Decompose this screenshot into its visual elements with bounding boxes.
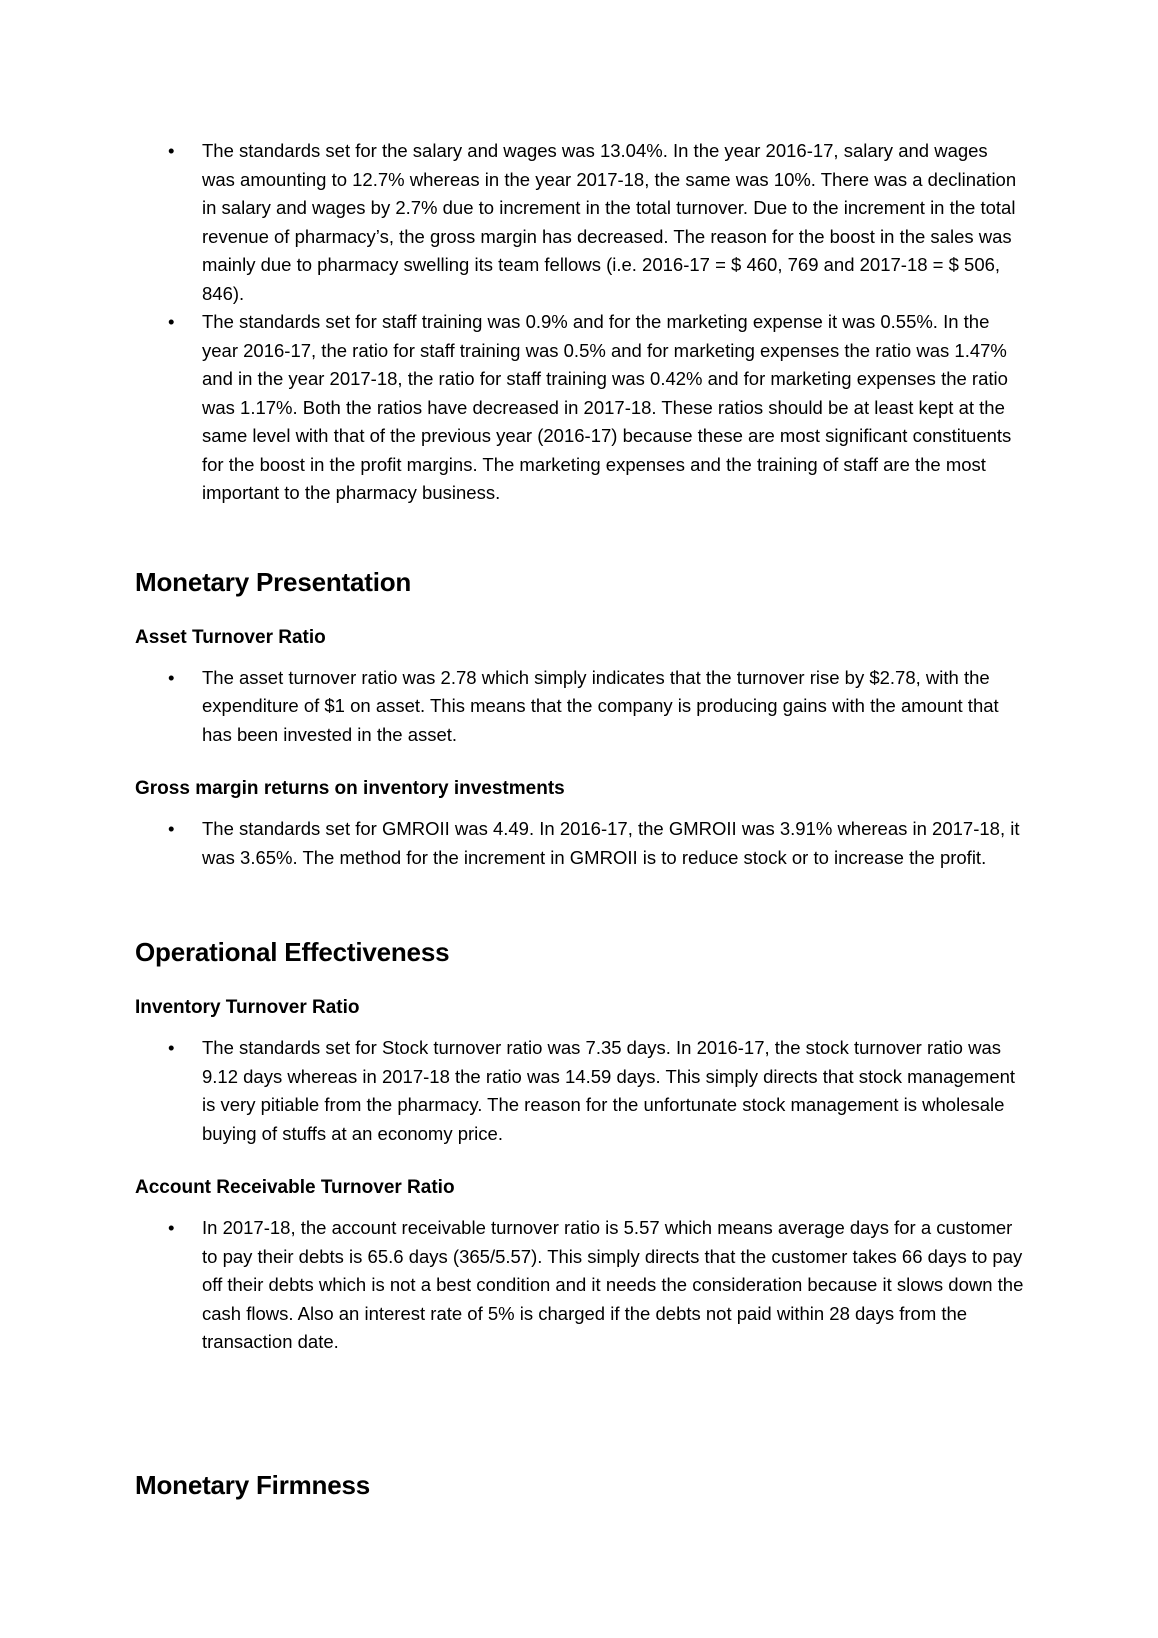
bullet-text: In 2017-18, the account receivable turnover ratio is 5.57 which means average days for a customer to pay their debts is 65.6 days (365/5.57). This simply directs that the customer takes 66 days to pay off their debts which is not a best condition and it needs the consideration because it slows down the cash flows. Also an interest rate of 5% is charged if the debts not paid within 28 days from the transaction date. — [202, 1217, 1024, 1352]
list-item — [135, 1214, 1025, 1357]
bullet-marker: • — [168, 1037, 175, 1058]
list-item — [135, 308, 1025, 508]
bullet-marker: • — [168, 1217, 175, 1238]
bullet-marker: • — [168, 140, 175, 161]
bullet-list — [135, 815, 1025, 872]
bullet-text: The standards set for the salary and wages was 13.04%. In the year 2016-17, salary and wages was amounting to 12.7% whereas in the year 2017-18, the same was 10%. There was a declination in salary and wages by 2.7% due to increment in the total turnover. Due to the increment in the total revenue of pharmacy’s, the gross margin has decreased. The reason for the boost in the sales was mainly due to pharmacy swelling its team fellows (i.e. 2016-17 = $ 460, 769 and 2017-18 = $ 506, 846). — [202, 140, 1017, 304]
bullet-marker: • — [168, 666, 175, 688]
bullet-list — [135, 664, 1025, 750]
intro-bullet-list — [135, 137, 1025, 508]
list-item — [135, 137, 1025, 308]
list-item — [135, 664, 1025, 750]
bullet-list — [135, 1034, 1025, 1148]
subheading-account-receivable-turnover-ratio: Account Receivable Turnover Ratio — [135, 1177, 455, 1198]
bullet-text: The standards set for staff training was 0.9% and for the marketing expense it was 0.55%. In the year 2016-17, the ratio for staff training was 0.5% and for marketing expenses the ratio was 1.47% and in the year 2017-18, the ratio for staff training was 0.42% and for marketing expenses the ratio was 1.17%. Both the ratios have decreased in 2017-18. These ratios should be at least kept at the same level with that of the previous year (2016-17) because these are most significant constituents for the boost in the profit margins. The marketing expenses and the training of staff are the most important to the pharmacy business. — [202, 311, 1012, 503]
bullet-marker: • — [168, 818, 175, 839]
bullet-list — [135, 1214, 1025, 1357]
bullet-text: The asset turnover ratio was 2.78 which simply indicates that the turnover rise by $2.78, with the expenditure of $1 on asset. This means that the company is producing gains with the amount that has been invested in the asset. — [202, 666, 999, 745]
subheading-gross-margin-returns: Gross margin returns on inventory investments — [135, 778, 565, 799]
bullet-text: The standards set for GMROII was 4.49. In 2016-17, the GMROII was 3.91% whereas in 2017-18, it was 3.65%. The method for the increment in GMROII is to reduce stock or to increase the profit. — [202, 818, 1020, 868]
bullet-marker: • — [168, 311, 175, 332]
section-heading-operational-effectiveness: Operational Effectiveness — [135, 937, 450, 967]
list-item — [135, 815, 1025, 872]
subheading-asset-turnover-ratio: Asset Turnover Ratio — [135, 626, 326, 648]
bullet-text: The standards set for Stock turnover ratio was 7.35 days. In 2016-17, the stock turnover ratio was 9.12 days whereas in 2017-18 the ratio was 14.59 days. This simply directs that stock management is very pitiable from the pharmacy. The reason for the unfortunate stock management is wholesale buying of stuffs at an economy price. — [202, 1037, 1016, 1144]
list-item — [135, 1034, 1025, 1148]
subheading-inventory-turnover-ratio: Inventory Turnover Ratio — [135, 997, 360, 1018]
section-heading-monetary-presentation: Monetary Presentation — [135, 566, 412, 597]
section-heading-monetary-firmness: Monetary Firmness — [135, 1469, 371, 1500]
